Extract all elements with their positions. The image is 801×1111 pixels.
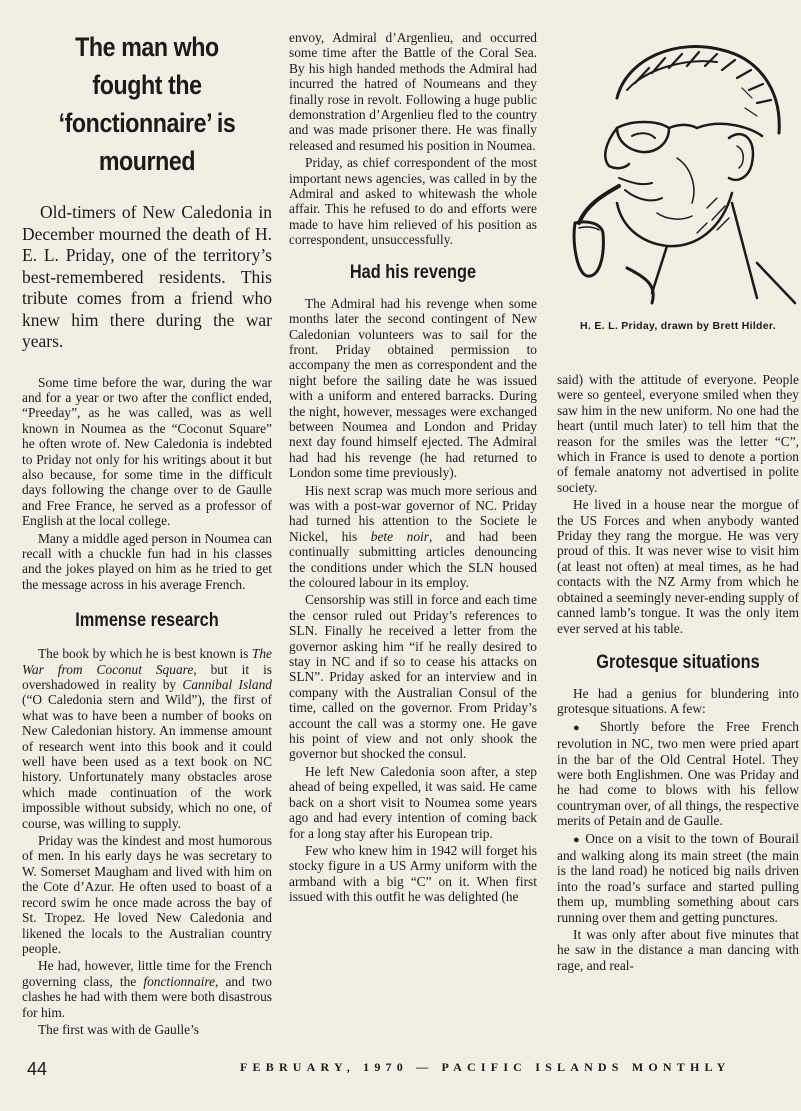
standfirst: Old-timers of New Caledonia in December mourned the death of H. E. L. Priday, one of the territory’s best-remembered residents. This tribute comes from a friend who knew him there during the war years. bbox=[22, 202, 272, 351]
text-run: He had, however, little time for the French governing class, the bbox=[22, 958, 272, 989]
text-run: (“O Caledonia stern and Wild”), the first of what was to have been a number of books on New Caledonian history. An immense amount of research went into this book and it could well have been used as a text book on NC history. Unfortunately many obstacles arose which made continuation of the work impossible without subsidy, which no one, of course, was willing to supply. bbox=[22, 692, 272, 831]
body-col2-intro bbox=[289, 30, 537, 248]
paragraph: Few who knew him in 1942 will forget his stocky figure in a US Army uniform with the armband with a big “C” on it. When first issued with this outfit he was delighted (he bbox=[289, 842, 537, 905]
column-3 bbox=[557, 372, 799, 973]
paragraph bbox=[289, 483, 537, 591]
body-col2-main bbox=[289, 296, 537, 905]
paragraph: said) with the attitude of everyone. People were so genteel, everyone smiled when they saw him in the new uniform. No one had the heart (until much later) to tell him that the reason for the smiles was the letter “C”, which in France is used to denote a portion of female anatomy not advertised in polite society. bbox=[557, 372, 799, 495]
paragraph: The first was with de Gaulle’s bbox=[38, 1021, 200, 1037]
paragraph bbox=[22, 958, 272, 1020]
book-title: Cannibal Island bbox=[182, 677, 272, 692]
paragraph: Many a middle aged person in Noumea can recall with a chuckle fun had in his classes and the jokes played on him as he tried to get the message across in his average French. bbox=[22, 530, 272, 592]
text-run: , but it is overshadowed in reality by bbox=[22, 661, 272, 692]
paragraph: envoy, Admiral d’Argenlieu, and occurred some time after the Battle of the Coral Sea. By his high handed methods the Admiral had incurred the hatred of Noumeans and they finally rose in revolt. Following a huge public demonstration d’Argenlieu fled to the country and was made prisoner there. He was finally released and resumed his position in Noumea. bbox=[289, 30, 537, 153]
paragraph: Priday was the kindest and most humorous of men. In his early days he was secretary to W. Somerset Maugham and lived with him on the Cote d’Azur. He often used to boast of a record swim he once made across the bay of St. Tropez. He loved New Caledonia and likened the locals to the Australian country people. bbox=[22, 833, 272, 956]
italic-term: fonctionnaire bbox=[143, 973, 216, 989]
text-run: , and had been continually submitting articles denouncing the conditions under which the SLN housed the coloured labour in its employ. bbox=[289, 528, 537, 590]
headline: The man who fought the ‘fonctionnaire’ is mourned bbox=[58, 32, 236, 176]
portrait-illustration bbox=[557, 28, 799, 308]
subhead-immense-research: Immense research bbox=[75, 610, 219, 632]
paragraph: Priday, as chief correspondent of the most important news agencies, was called in by the Admiral and asked to whitewash the whole affair. This he refused to do and efforts were made to have him relieved of his position as correspondent, unsuccessfully. bbox=[289, 155, 537, 248]
body-col3-main bbox=[557, 686, 799, 973]
book-title: The War from Coconut Square bbox=[22, 646, 272, 677]
text-run: , and two clashes he had with them were both disastrous for him. bbox=[22, 973, 272, 1020]
paragraph: He lived in a house near the morgue of the US Forces and when anybody wanted Priday they rang the morgue. He was very proud of this. It was never wise to visit him (at least not often) at meal times, as he had contacts with the NZ Army from which he obtained a seemingly never-ending supply of canned lamb’s tongue. It was the only item ever served at his table. bbox=[557, 497, 799, 636]
paragraph: The Admiral had his revenge when some months later the second contingent of New Caledonian volunteers was to sail for the front. Priday obtained permission to accompany the men as correspondent and the night before the sailing date he was issued with a uniform and entered barracks. During the night, however, messages were exchanged between Noumea and London and Priday next day found himself ejected. The Admiral had had his revenge (he had returned to London some time previously). bbox=[289, 295, 537, 481]
paragraph: Censorship was still in force and each time the censor ruled out Priday’s references to SLN. Finally he received a letter from the governor asking him “if he really desired to stay in NC and if so to cease his attacks on SLN”. Priday asked for an interview and in company with the Australian Consul of the time, called on the governor. From Priday’s account the call was a stormy one. He gave his point of view and not only shook the governor but shocked the consul. bbox=[289, 592, 537, 762]
italic-term: bete noir bbox=[370, 528, 429, 544]
column-1 bbox=[22, 0, 272, 1037]
paragraph bbox=[22, 646, 272, 831]
body-col3-intro bbox=[557, 372, 799, 636]
bullet-paragraph: ● Shortly before the Free French revolution in NC, two men were pried apart in the bar of the Old Central Hotel. They were both Englishmen. One was Priday and he had come to blows with his fellow countryman over, of all things, the respective merits of Petain and de Gaulle. bbox=[557, 719, 799, 829]
illustration-caption: H. E. L. Priday, drawn by Brett Hilder. bbox=[580, 320, 776, 332]
column-2 bbox=[289, 30, 537, 905]
text-run: The book by which he is best known is bbox=[38, 646, 252, 662]
body-col1-main bbox=[22, 646, 272, 1037]
paragraph: It was only after about five minutes that he saw in the distance a man dancing with rage, and real- bbox=[557, 927, 799, 973]
paragraph: Some time before the war, during the war and for a year or two after the conflict ended, “Preeday”, as he was called, was as well known in Noumea as the “Coconut Square” he often wrote of. New Caledonia is indebted to Priday not only for his writings about it but also because, for some time in the difficult days following the change over to de Gaulle and Free France, he served as a professor of English at the local college. bbox=[22, 374, 272, 529]
page-number: 44 bbox=[27, 1059, 48, 1079]
body-col1-intro bbox=[22, 375, 272, 593]
text-run: His next scrap was much more serious and was with a post-war governor of NC. Priday had turned his attention to the Societe le Nickel, his bbox=[289, 482, 537, 544]
paragraph: He had a genius for blundering into grotesque situations. A few: bbox=[557, 685, 799, 717]
running-footer: FEBRUARY, 1970 — PACIFIC ISLANDS MONTHLY bbox=[240, 1060, 731, 1074]
subhead-grotesque-situations: Grotesque situations bbox=[596, 651, 760, 673]
bullet-paragraph: ● Once on a visit to the town of Bourail and walking along its main street (the main is the land road) he noticed big nails driven into the road’s surface and started pulling them up, mumbling something about cars running over them and getting punctures. bbox=[557, 831, 799, 925]
paragraph: He left New Caledonia soon after, a step ahead of being expelled, it was said. He came back on a short visit to Noumea some years ago and had every intention of coming back for a long stay after his European trip. bbox=[289, 763, 537, 841]
subhead-had-his-revenge: Had his revenge bbox=[349, 261, 477, 283]
